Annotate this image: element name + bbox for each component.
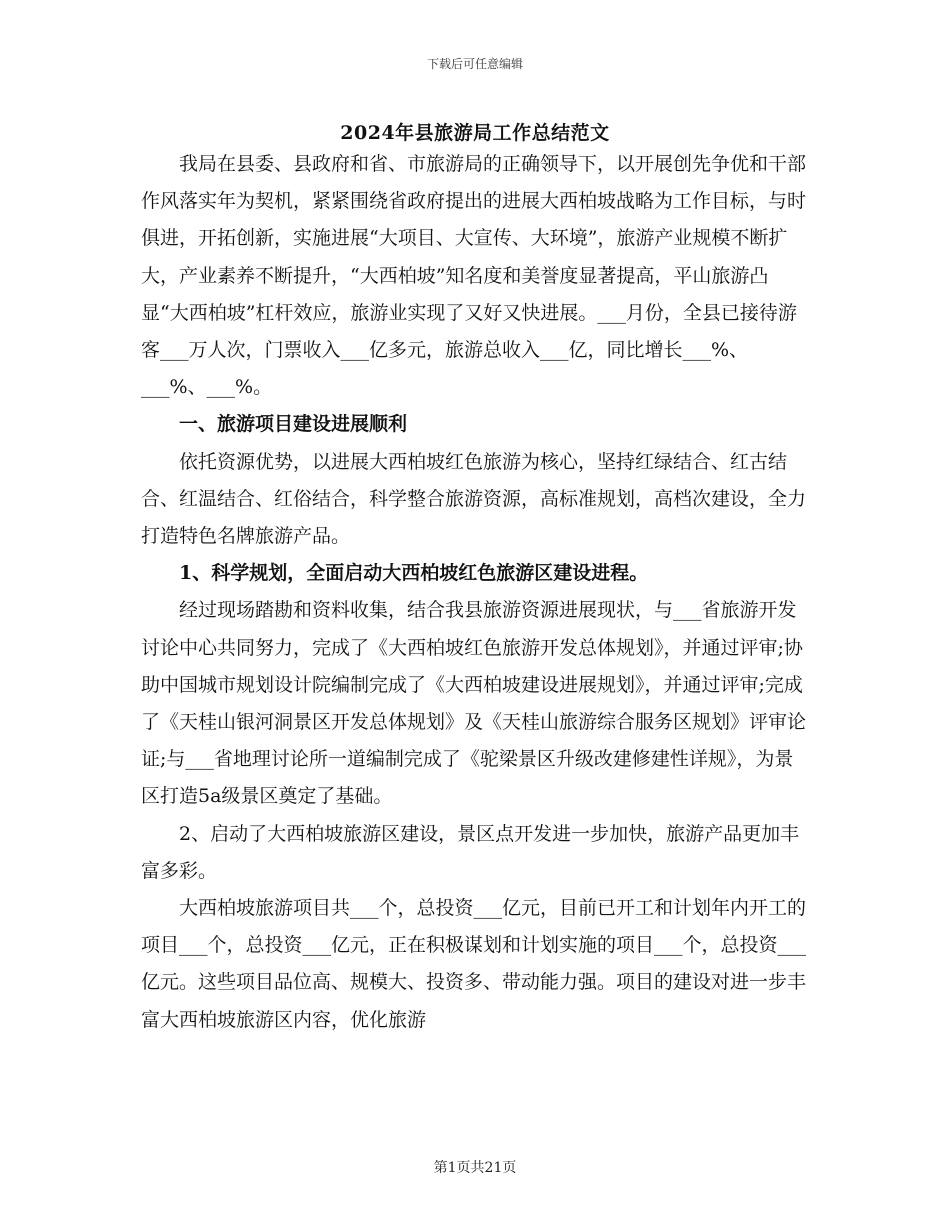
paragraph-projects: 大西柏坡旅游项目共___个，总投资___亿元，目前已开工和计划年内开工的项目___个，总投资___亿元，正在积极谋划和计划实施的项目___个，总投资___亿元。这些项目品位高、规模大、投资多、带动能力强。项目的建设对进一步丰富大西柏坡旅游区内容，优化旅游 (141, 897, 807, 1031)
paragraph-section-1: 依托资源优势，以进展大西柏坡红色旅游为核心，坚持红绿结合、红古结合、红温结合、红俗结合，科学整合旅游资源，高标准规划，高档次建设，全力打造特色名牌旅游产品。 (141, 450, 807, 548)
paragraph-intro: 我局在县委、县政府和省、市旅游局的正确领导下，以开展创先争优和干部作风落实年为契机，紧紧围绕省政府提出的进展大西柏坡战略为工作目标，与时俱进，开拓创新，实施进展“大项目、大宣传、大环境”，旅游产业规模不断扩大，产业素养不断提升，“大西柏坡”知名度和美誉度显著提高，平山旅游凸显“大西柏坡”杠杆效应，旅游业实现了又好又快进展。___月份，全县已接待游客___万人次，门票收入___亿多元，旅游总收入___亿，同比增长___%、___%、___%。 (141, 153, 807, 399)
document-title: 2024年县旅游局工作总结范文 (340, 122, 610, 144)
subsection-heading-2: 2、启动了大西柏坡旅游区建设，景区点开发进一步加快，旅游产品更加丰富多彩。 (141, 822, 800, 882)
subsection-heading-1: 1、科学规划，全面启动大西柏坡红色旅游区建设进程。 (179, 562, 649, 585)
page-footer: 第1页共21页 (433, 1160, 517, 1176)
paragraph-planning: 经过现场踏勘和资料收集，结合我县旅游资源进展现状，与___省旅游开发讨论中心共同努力，完成了《大西柏坡红色旅游开发总体规划》，并通过评审;协助中国城市规划设计院编制完成了《大西柏坡建设进展规划》，并通过评审;完成了《天桂山银河洞景区开发总体规划》及《天桂山旅游综合服务区规划》评审论证;与___省地理讨论所一道编制完成了《驼梁景区升级改建修建性详规》，为景区打造5a级景区奠定了基础。 (141, 599, 807, 808)
page-header: 下载后可任意编辑 (426, 57, 523, 71)
section-heading-1: 一、旅游项目建设进展顺利 (179, 413, 408, 436)
document-body (141, 146, 809, 1039)
